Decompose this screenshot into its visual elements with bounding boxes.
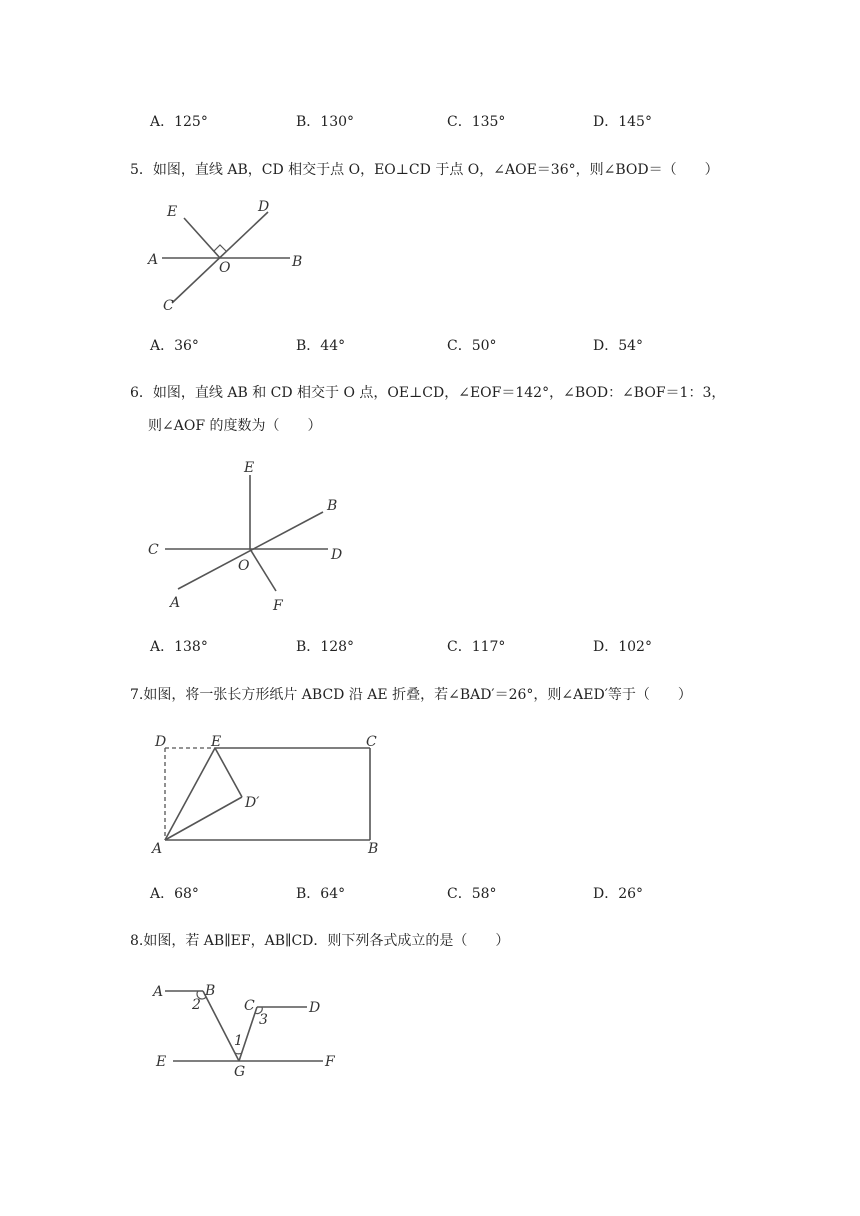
q5-option-d: D．54° [593, 338, 644, 354]
q5-label-o: O [219, 260, 231, 276]
q8-label-d: D [309, 1000, 321, 1016]
q4-option-c: C．135° [447, 114, 506, 130]
q8-label-c: C [244, 998, 255, 1014]
q7-label-c: C [366, 734, 377, 750]
q5-label-e: E [167, 204, 178, 220]
q5-ray-oe [184, 218, 220, 258]
q7-stem: 7.如图，将一张长方形纸片 ABCD 沿 AE 折叠，若∠BAD′＝26°，则∠AED′等于（ ） [130, 687, 692, 703]
q4-option-b: B．130° [296, 114, 355, 130]
q5-option-b: B．44° [296, 338, 346, 354]
q8-label-e: E [156, 1054, 167, 1070]
q5-figure [140, 195, 320, 320]
q7-edge-ed-prime [215, 748, 242, 797]
q8-segment-bg [203, 991, 239, 1061]
q7-option-d: D．26° [593, 886, 644, 902]
q7-label-a: A [152, 841, 163, 857]
q8-figure [145, 975, 355, 1080]
q5-label-a: A [148, 252, 159, 268]
q7-label-d: D [155, 734, 167, 750]
q7-option-b: B．64° [296, 886, 346, 902]
q6-label-f: F [273, 598, 283, 614]
q7-option-a: A．68° [150, 886, 199, 902]
q8-label-b: B [205, 983, 216, 999]
q6-option-a: A．138° [150, 639, 208, 655]
q6-label-b: B [327, 498, 338, 514]
q7-option-c: C．58° [447, 886, 497, 902]
q6-label-d: D [331, 547, 343, 563]
q8-label-g: G [234, 1064, 246, 1080]
q8-label-3: 3 [259, 1012, 268, 1028]
q8-label-a: A [153, 984, 164, 1000]
q5-option-a: A．36° [150, 338, 199, 354]
q6-stem-line2: 则∠AOF 的度数为（ ） [148, 418, 322, 434]
q8-label-2: 2 [192, 997, 201, 1013]
q6-label-e: E [244, 460, 255, 476]
q5-stem: 5．如图，直线 AB，CD 相交于点 O，EO⊥CD 于点 O，∠AOE＝36°，则∠BOD＝（ ） [130, 162, 719, 178]
q5-option-c: C．50° [447, 338, 497, 354]
q5-right-angle-mark [214, 245, 226, 251]
q5-label-b: B [292, 254, 303, 270]
q7-figure [145, 728, 395, 863]
q6-option-b: B．128° [296, 639, 355, 655]
q6-label-c: C [148, 542, 159, 558]
q6-label-a: A [170, 595, 181, 611]
q7-label-e: E [211, 734, 222, 750]
q6-option-c: C．117° [447, 639, 506, 655]
q8-stem: 8.如图，若 AB∥EF，AB∥CD．则下列各式成立的是（ ） [130, 933, 510, 949]
q6-stem-line1: 6．如图，直线 AB 和 CD 相交于 O 点，OE⊥CD，∠EOF＝142°，∠BOD：∠BOF＝1：3， [130, 385, 726, 401]
q8-label-1: 1 [234, 1033, 243, 1049]
q6-figure [140, 455, 360, 620]
q8-label-f: F [325, 1054, 335, 1070]
q6-label-o: O [238, 558, 250, 574]
q4-option-a: A．125° [150, 114, 208, 130]
q6-ray-of [250, 549, 276, 591]
q6-option-d: D．102° [593, 639, 652, 655]
q7-label-b: B [368, 841, 379, 857]
q7-label-d-prime: D′ [245, 795, 260, 811]
q5-label-d: D [258, 199, 270, 215]
q5-label-c: C [163, 298, 174, 314]
q4-option-d: D．145° [593, 114, 652, 130]
q8-angle-1-arc [235, 1053, 242, 1054]
